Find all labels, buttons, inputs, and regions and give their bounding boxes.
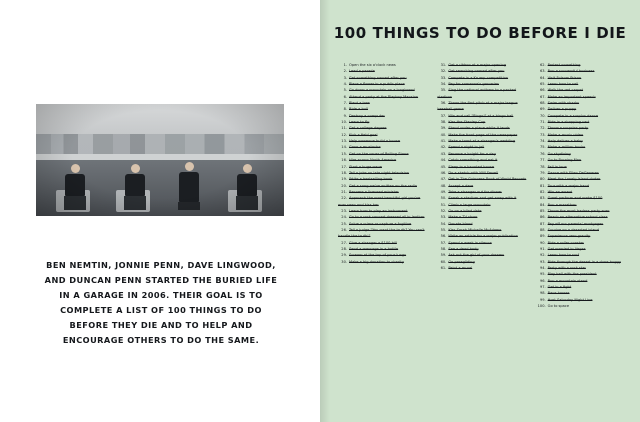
list-item-number: 10.	[341, 120, 347, 125]
list-item-label: Get a college degree	[349, 126, 387, 131]
list-item-number: 81.	[539, 183, 546, 188]
list-item-number: 96.	[539, 278, 546, 283]
list-item-label: Approach the most beautiful girl you've ever seen and kiss her	[338, 196, 421, 207]
list-item-number: 8.	[343, 107, 347, 112]
list-item-label: Pay for someone's groceries	[448, 82, 499, 87]
list-item-label: Catch something and eat it	[448, 158, 498, 163]
list-item-number: 70.	[539, 113, 546, 118]
list-item	[437, 233, 526, 239]
list-item-number: 60.	[440, 259, 447, 264]
list-item-label: Get in a fight	[547, 285, 572, 290]
list-item	[338, 183, 427, 189]
list-item-label: Help deliver a baby	[547, 139, 583, 144]
list-item-label: Scream at the top of your lungs	[349, 253, 407, 258]
list-item-number: 20.	[341, 183, 347, 188]
list-item-label: Pay off our parents' mortgages	[547, 221, 604, 226]
list-item-label: Reach an alternative school class	[547, 215, 608, 220]
rooftop-group-photo	[36, 104, 284, 216]
list-item-number: 1.	[343, 63, 347, 67]
list-item-number: 48.	[440, 183, 447, 188]
list-item-label: Get searching named after you	[448, 69, 505, 74]
list-item-label: Make a toast at a stranger's wedding	[448, 139, 516, 144]
list-item-number: 99.	[539, 297, 546, 302]
list-item-number: 30.	[341, 259, 347, 264]
list-item-label: Visit Folsom Prison	[547, 75, 582, 80]
list-item-number: 26.	[341, 227, 347, 232]
list-item-number: 37.	[440, 113, 447, 118]
list-item-label: Solve a crime or capture a fugitive	[349, 221, 412, 226]
list-item-number: 93.	[539, 259, 546, 264]
list-item-number: 85.	[539, 208, 546, 213]
list-item-label: Make the front page of the newspaper	[448, 132, 518, 137]
list-item-number: 76.	[539, 151, 546, 156]
list-item-label: Make a million bucks	[547, 145, 586, 150]
list-item-number: 51.	[440, 202, 447, 207]
list-item-label: Become a knight for a day	[448, 151, 496, 156]
list-item-label: Spend a night in jail	[448, 145, 485, 150]
list-item-number: 42.	[440, 145, 447, 150]
list-item-label: Get a song we've written on the radio	[349, 183, 417, 188]
list-item-label: Plant a tree	[349, 101, 370, 106]
list-item-number: 34.	[440, 82, 447, 87]
list-item-label: Walk the red carpet	[547, 88, 584, 93]
list-item-number: 2.	[343, 69, 347, 74]
list-item-number: 61.	[440, 266, 447, 270]
list-item-label: Tell a judge "You want the truth? You can't handle the truth!"	[338, 227, 425, 239]
list-column-1	[338, 62, 427, 309]
list-item-number: 63.	[539, 69, 546, 74]
list-item-number: 4.	[343, 82, 347, 87]
list-item-label: Help someone build a house	[349, 139, 401, 144]
list-item	[437, 265, 526, 271]
list-item-label: Run a marathon	[547, 202, 577, 207]
list-item-label: Go on a blind date	[448, 208, 482, 213]
list-item-label: Throw the most badass party ever	[547, 208, 610, 213]
list-item-label: Get a ribbon at a major opening	[448, 63, 507, 67]
list-item-label: Stand under a plane while it lands	[448, 126, 510, 131]
list-item-label: Ride through the desert in a dune buggy	[547, 259, 621, 264]
list-item-number: 78.	[539, 164, 546, 169]
list-item-number: 95.	[539, 272, 546, 277]
list-item-label: Swim with sharks	[547, 101, 580, 106]
list-item-label: Make a music video	[547, 132, 584, 137]
list-item-number: 88.	[539, 227, 546, 232]
list-item-label: Become a licensed minister	[349, 189, 399, 194]
list-item-number: 41.	[440, 139, 447, 144]
list-item-number: 97.	[539, 285, 546, 290]
list-item-label: Get something named after you	[349, 75, 407, 80]
list-item-number: 50.	[440, 196, 447, 201]
list-item-number: 58.	[440, 246, 447, 251]
list-item-number: 54.	[440, 221, 447, 226]
list-item-label: Grow a mustache	[349, 145, 381, 150]
list-item-label: Compete in a surplus dance	[547, 113, 599, 118]
list-item-number: 40.	[440, 132, 447, 137]
list-item-label: Get in The Guinness Book of World Records	[448, 177, 527, 182]
list-item-number: 84.	[539, 202, 546, 207]
list-item	[537, 303, 626, 309]
list-item-number: 72.	[539, 126, 546, 131]
list-item-label: Ride a roller coaster	[547, 240, 584, 245]
list-item-number: 38.	[440, 120, 447, 125]
list-item-label: Ask out the girl of your dreams	[448, 253, 505, 258]
list-item-label: Accept a dare	[448, 183, 474, 188]
list-item-number: 31.	[440, 63, 447, 67]
list-item-label: Hire across North America	[349, 158, 397, 163]
list-item-number: 89.	[539, 234, 546, 239]
list-item-label: Go down a mountain on a longboard	[349, 88, 415, 93]
list-item-label: Sleep in a haunted house	[448, 164, 495, 169]
list-item-number: 52.	[440, 208, 447, 213]
list-item-number: 15.	[341, 151, 347, 156]
list-item-number: 25.	[341, 221, 347, 226]
list-item-label: Host Saturday Night Live	[547, 297, 593, 302]
list-item	[338, 259, 427, 265]
list-item-label: Fall in love	[547, 164, 567, 169]
list-item-label: Learn how to surf	[547, 253, 580, 258]
list-item-number: 46.	[440, 170, 447, 175]
list-item-number: 19.	[341, 177, 347, 182]
list-item-label: Protest something	[547, 63, 581, 67]
list-item-number: 14.	[341, 145, 347, 150]
list-item-label: Play ball with the president	[547, 272, 597, 277]
list-item-label: Survive on a deserted island	[547, 227, 599, 232]
items-list	[537, 62, 626, 309]
list-item-number: 73.	[539, 132, 546, 137]
list-item-label: See a dead body	[448, 246, 479, 251]
list-item-number: 65.	[539, 82, 546, 87]
items-list	[437, 62, 526, 271]
list-item-label: Party with a rock star	[547, 266, 586, 270]
list-item-label: Greet perform and make $100	[547, 196, 603, 201]
list-item-label: Paint a mural	[448, 266, 473, 270]
list-item-label: Go to Burning Man	[547, 158, 582, 163]
list-item-number: 28.	[341, 246, 347, 251]
list-item-label: Win an award	[547, 189, 573, 194]
list-item	[437, 100, 526, 113]
list-item-label: Place a flower in a public place	[349, 82, 405, 87]
list-item-label: Take a stranger out for dinner	[448, 189, 502, 194]
list-item-number: 9.	[343, 113, 347, 118]
page-title: 100 THINGS TO DO BEFORE I DIE	[333, 24, 627, 42]
list-item-number: 57.	[440, 240, 447, 245]
list-item-number: 27.	[341, 240, 347, 245]
list-item-label: Kiss the Stanley Cup	[448, 120, 486, 125]
list-item-label: Go paragliding	[448, 259, 475, 264]
list-item-label: Lead a parade	[349, 69, 375, 74]
list-item-number: 68.	[539, 101, 546, 106]
list-item-label: Win and call "Bingo!" at a bingo hall	[448, 113, 514, 118]
list-item-number: 92.	[539, 253, 546, 258]
list-column-3	[537, 62, 626, 309]
list-item-number: 5.	[343, 88, 347, 93]
list-item-number: 39.	[440, 126, 447, 131]
list-item-number: 55.	[440, 227, 447, 232]
list-item-label: Give a stranger a $100 bill	[349, 240, 397, 245]
list-item-label: Start a huge wave	[349, 164, 382, 169]
list-item-number: 29.	[341, 253, 347, 258]
list-item-number: 80.	[539, 177, 546, 182]
list-item-number: 24.	[341, 215, 347, 220]
list-item-number: 53.	[440, 215, 447, 220]
list-item-label: Destroy a computer	[349, 113, 385, 118]
list-item-number: 56.	[440, 234, 447, 239]
list-item-number: 6.	[343, 94, 347, 99]
photo-caption: BEN NEMTIN, JONNIE PENN, DAVE LINGWOOD, AND DUNCAN PENN STARTED THE BURIED LIFE IN A GARAGE IN 2006. THEIR GOAL IS TO COMPLETE A LIST OF 100 THINGS TO DO BEFORE THEY DIE AND TO HELP AND ENCOURAGE OTHERS TO DO THE SAME.	[44, 260, 278, 345]
list-item-number: 43.	[440, 151, 447, 156]
list-item-label: Kick a field goal	[349, 132, 378, 137]
list-item-label: Learn to fly	[349, 120, 370, 125]
list-item-label: Learn how to sail	[547, 82, 579, 87]
list-item-label: Deliver a puppy	[547, 107, 577, 112]
list-item-number: 83.	[539, 196, 546, 201]
list-item-label: Throw a surprise party	[547, 126, 589, 131]
list-item-label: Dance with Ellen DeGeneres	[547, 170, 599, 175]
list-item-label: Race horses	[547, 291, 570, 296]
list-item-label: Spend a week in silence	[448, 240, 492, 245]
list-item-number: 62.	[539, 63, 546, 67]
items-list	[338, 62, 427, 265]
list-item-label: Experience zero gravity	[547, 234, 591, 239]
list-item-number: 69.	[539, 107, 546, 112]
photo-vignette	[36, 104, 284, 216]
list-item-number: 87.	[539, 221, 546, 226]
list-item-number: 22.	[341, 196, 347, 201]
list-item	[338, 87, 427, 93]
list-item-number: 67.	[539, 94, 546, 99]
list-item-label: Make a TV show	[448, 215, 478, 220]
list-item	[338, 227, 427, 240]
list-item-number: 98.	[539, 291, 546, 296]
list-item-number: 16.	[341, 158, 347, 163]
list-item-label: Do a sketch with Will Ferrell	[448, 170, 499, 175]
right-page	[320, 0, 640, 422]
list-item-label: Go skydiving	[547, 151, 571, 156]
list-item-number: 71.	[539, 120, 546, 125]
list-item-number: 91.	[539, 246, 546, 251]
list-item-label: Donate blood	[448, 221, 473, 226]
list-item	[338, 195, 427, 208]
list-item-number: 77.	[539, 158, 546, 163]
list-item-number: 100.	[537, 304, 546, 309]
list-item-label: Ride in a shopping cart	[547, 120, 590, 125]
list-item-label: Run a successful business	[547, 69, 595, 74]
list-item-number: 45.	[440, 164, 447, 169]
list-item-label: Sing the national anthem to a packed stadium	[437, 88, 517, 99]
list-item-label: Compete in a Krump competition	[448, 75, 509, 80]
list-item	[437, 176, 526, 182]
list-item-label: Tour with a major band	[547, 183, 590, 188]
list-column-2	[437, 62, 526, 309]
list-item-number: 49.	[440, 189, 447, 194]
list-item-number: 11.	[341, 126, 347, 131]
list-item-label: Meet the Lonely Island dudes	[547, 177, 601, 182]
list-item-number: 82.	[539, 189, 546, 194]
list-item-label: Learn how to play an instrument	[349, 208, 408, 213]
list-item-number: 32.	[440, 69, 447, 74]
list-item-number: 18.	[341, 170, 347, 175]
list-item-label: Go to a rock concert dressed all in leather	[349, 215, 425, 220]
list-item-number: 23.	[341, 208, 347, 213]
list-item-label: Get on the cover of Rolling Stone	[349, 151, 409, 156]
list-item-number: 59.	[440, 253, 447, 258]
list-item-number: 47.	[440, 177, 447, 182]
list-item-label: Climb a large mountain	[448, 202, 491, 207]
list-item-label: Open the six o'clock news	[349, 63, 396, 67]
list-item-label: Make a big donation to charity	[349, 259, 404, 264]
list-item-number: 12.	[341, 132, 347, 137]
list-item-label: Sneak a stadium and get away with it	[448, 196, 517, 201]
list-item-number: 64.	[539, 75, 546, 80]
list-item-number: 86.	[539, 215, 546, 220]
list-item-number: 90.	[539, 240, 546, 245]
list-item-number: 36.	[440, 101, 447, 106]
list-item-number: 13.	[341, 139, 347, 144]
list-item-label: Send a message in a bottle	[349, 246, 399, 251]
list-item-label: Throw the first pitch at a major league baseball game	[437, 101, 518, 112]
list-item-label: Get married in Vegas	[547, 246, 586, 251]
list-item-number: 94.	[539, 266, 546, 270]
list-item-number: 74.	[539, 139, 546, 144]
list-item-label: Run a mountain stand	[547, 278, 588, 283]
list-item-label: Attend a party at the Playboy Mansion	[349, 94, 419, 99]
list-item-number: 33.	[440, 75, 447, 80]
list-columns	[338, 62, 626, 309]
list-item-label: Write a bestselling book	[349, 177, 393, 182]
list-item-number: 17.	[341, 164, 347, 169]
list-item	[437, 87, 526, 100]
list-item-number: 3.	[343, 75, 347, 80]
list-item-number: 75.	[539, 145, 546, 150]
list-item	[437, 195, 526, 201]
list-item-number: 66.	[539, 88, 546, 93]
list-item-label: Make an important speech	[547, 94, 596, 99]
list-item-number: 35.	[440, 88, 447, 93]
list-item-label: Tell a joke on late night television	[349, 170, 410, 175]
list-item-number: 7.	[343, 101, 347, 106]
list-item-label: Write an article for a major publication	[448, 234, 518, 239]
list-item-number: 21.	[341, 189, 347, 194]
list-item-label: Ride a bull	[349, 107, 369, 112]
list-item-number: 79.	[539, 170, 546, 175]
list-item-label: Go to space	[547, 304, 570, 309]
list-item-label: Kiss Sarah Michelle McAdams	[448, 227, 502, 232]
list-item-number: 44.	[440, 158, 447, 163]
list-item	[338, 214, 427, 220]
